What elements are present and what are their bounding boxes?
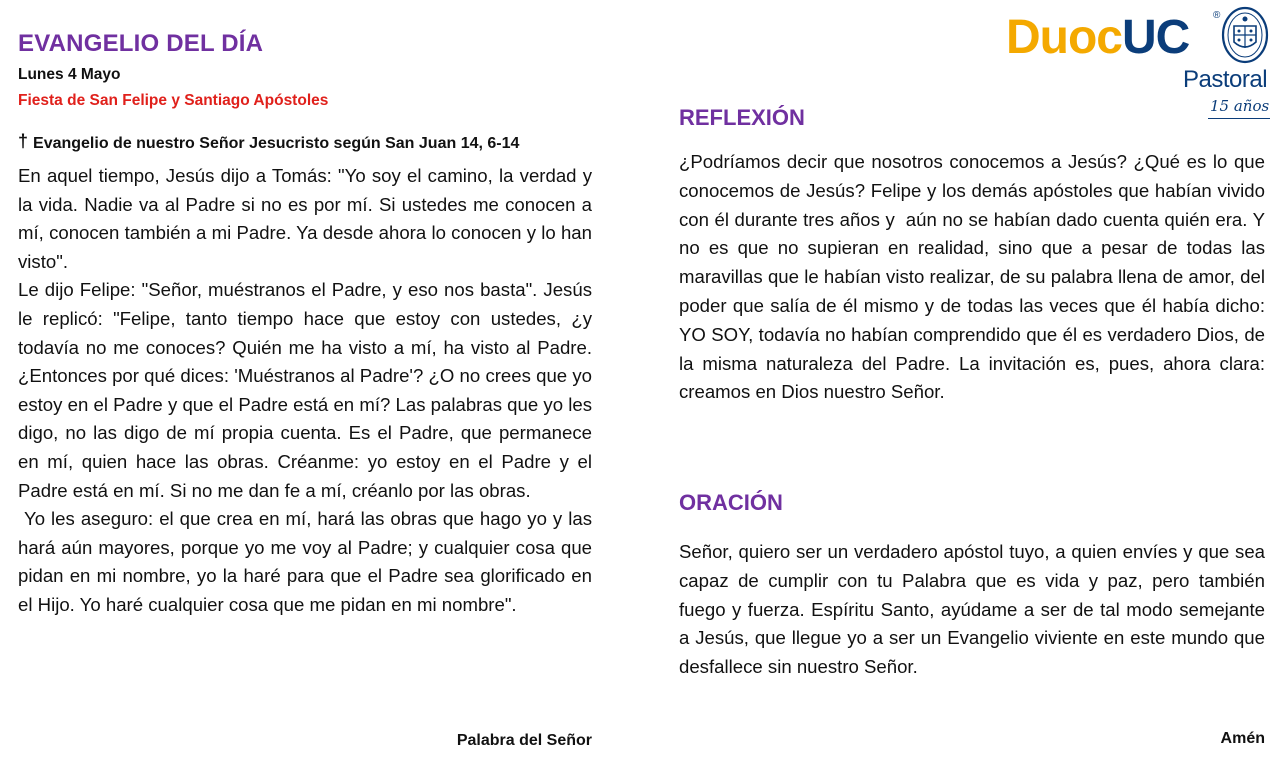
gospel-reference	[18, 133, 519, 154]
logo-underline	[1208, 118, 1270, 119]
gospel-paragraph: Le dijo Felipe: "Señor, muéstranos el Padre, y eso nos basta". Jesús le replicó: "Felipe, tanto tiempo hace que estoy con ustedes, ¿y todavía no me conoces? Quién me ha visto a mí, ha visto al Padre. ¿Entonces por qué dices: 'Muéstranos al Padre'? ¿O no crees que yo estoy en el Padre y que el Padre está en mí? Las palabras que yo les digo, no las digo de mí propia cuenta. Es el Padre, que permanece en mí, quien hace las obras. Créanme: yo estoy en el Padre y el Padre está en mí. Si no me dan fe a mí, créanlo por las obras.	[18, 279, 592, 501]
cross-icon: †	[18, 131, 29, 151]
logo-wordmark	[1006, 8, 1189, 68]
gospel-reference-text: Evangelio de nuestro Señor Jesucristo según San Juan 14, 6-14	[33, 134, 520, 152]
oracion-closing: Amén	[1220, 730, 1265, 747]
logo-uc-text: UC	[1122, 11, 1190, 64]
feast-label: Fiesta de San Felipe y Santiago Apóstoles	[18, 92, 329, 109]
gospel-text	[18, 162, 598, 620]
reflexion-text	[679, 148, 1271, 407]
oracion-paragraph: Señor, quiero ser un verdadero apóstol tuyo, a quien envíes y que sea capaz de cumplir con tu Palabra que es vida y paz, pero también fuego y fuerza. Espíritu Santo, ayúdame a ser de tal modo semejante a Jesús, que llegue yo a ser un Evangelio viviente en este mundo que desfallece sin nuestro Señor.	[679, 541, 1265, 678]
oracion-text	[679, 538, 1265, 682]
logo-anniversary-text: 15 años	[1210, 97, 1270, 115]
logo-pastoral-text: Pastoral	[1183, 66, 1268, 93]
reflexion-heading: REFLEXIÓN	[679, 105, 805, 130]
logo-duoc-text: Duoc	[1006, 11, 1122, 64]
page-title: EVANGELIO DEL DÍA	[18, 30, 264, 57]
date-label: Lunes 4 Mayo	[18, 66, 121, 83]
reflexion-paragraph: ¿Podríamos decir que nosotros conocemos a Jesús? ¿Qué es lo que conocemos de Jesús? Felipe y los demás apóstoles que habían vivido con él durante tres años y aún no se habían dado cuenta quién era. Y no es que no supieran en realidad, sino que a pesar de todas las maravillas que le habían visto realizar, de su palabra llena de amor, del poder que salía de él mismo y de todas las veces que él había dicho: YO SOY, todavía no habían comprendido que él es verdadero Dios, de la misma naturaleza del Padre. La invitación es, pues, ahora clara: creamos en Dios nuestro Señor.	[679, 151, 1271, 403]
registered-mark: ®	[1213, 10, 1221, 21]
oracion-heading: ORACIÓN	[679, 490, 783, 515]
gospel-paragraph: En aquel tiempo, Jesús dijo a Tomás: "Yo soy el camino, la verdad y la vida. Nadie va al Padre si no es por mí. Si ustedes me conocen a mí, conocen también a mi Padre. Ya desde ahora lo conocen y lo han visto".	[18, 165, 592, 272]
duoc-uc-pastoral-logo	[1000, 2, 1275, 122]
university-seal-icon	[1220, 4, 1270, 66]
gospel-closing: Palabra del Señor	[456, 732, 592, 749]
gospel-paragraph: Yo les aseguro: el que crea en mí, hará las obras que hago yo y las hará aún mayores, porque yo me voy al Padre; y cualquier cosa que pidan en mi nombre, yo la haré para que el Padre sea glorificado en el Hijo. Yo haré cualquier cosa que me pidan en mi nombre".	[18, 508, 598, 615]
